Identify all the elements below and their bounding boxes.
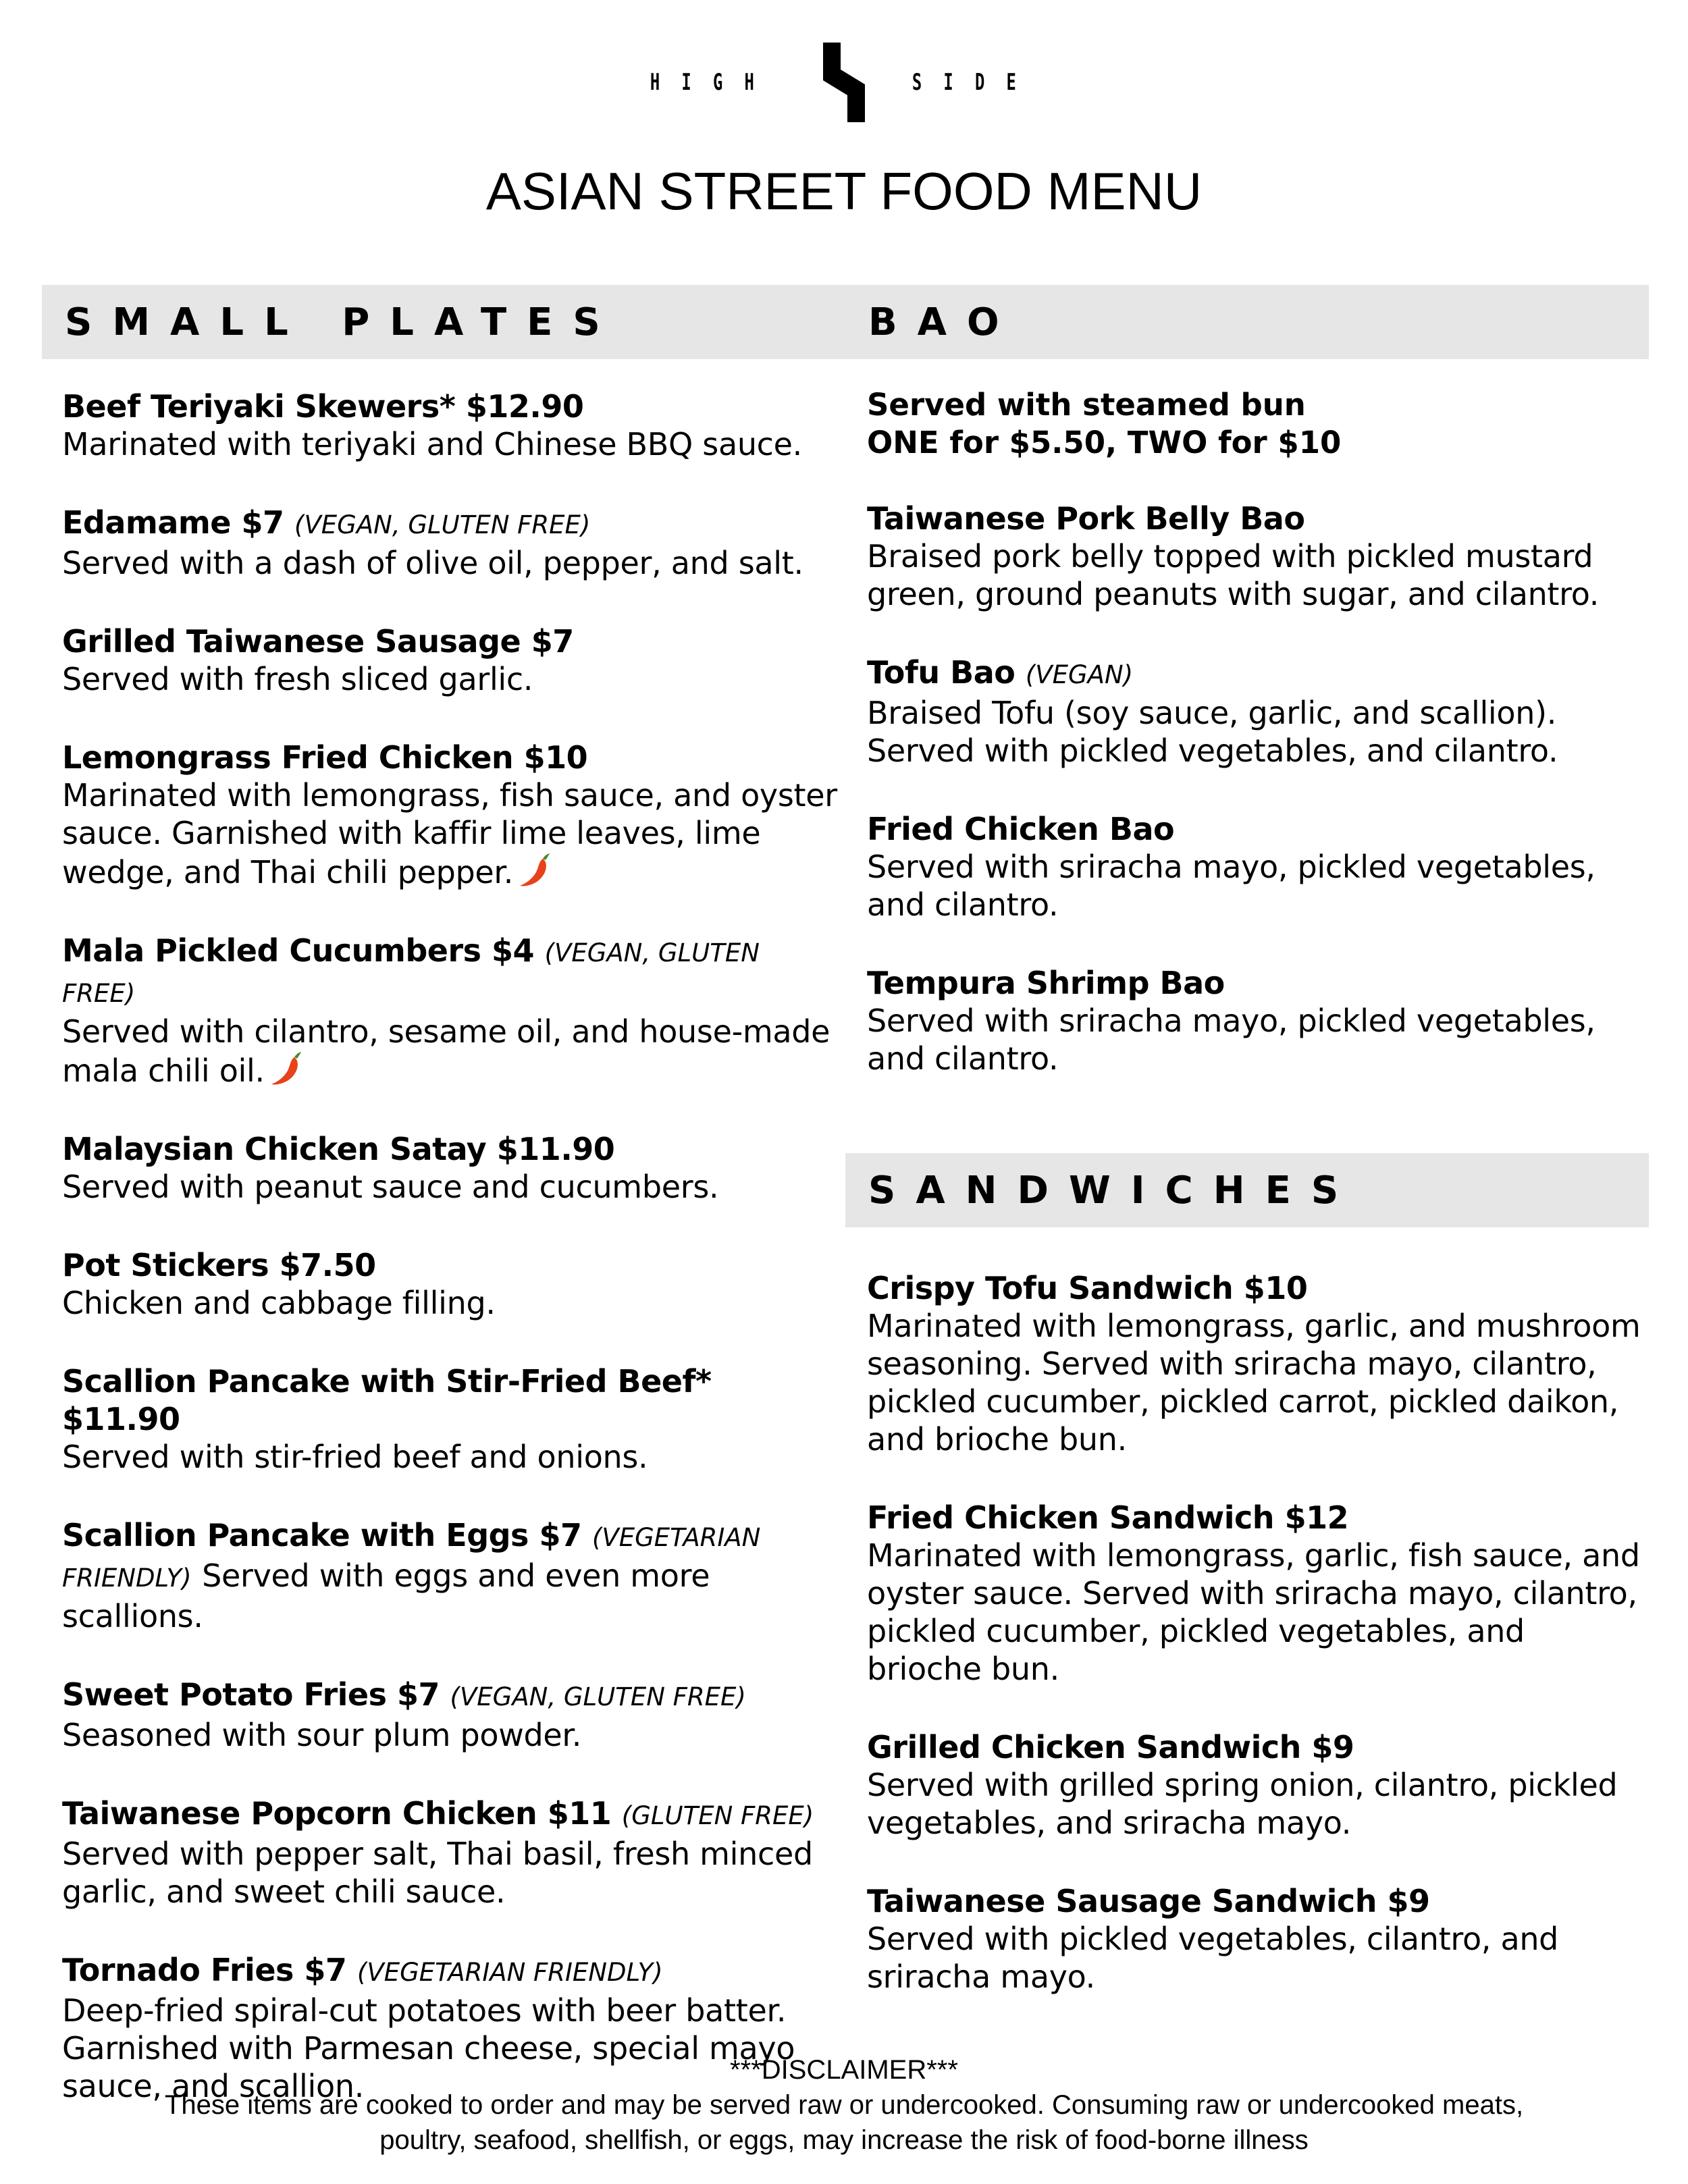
menu-item [62,622,839,698]
menu-item-name: Malaysian Chicken Satay $11.90 [62,1131,615,1167]
disclaimer-line1: These items are cooked to order and may be served raw or undercooked. Consuming raw or undercooked meats, [164,2090,1524,2120]
menu-item-name: Tofu Bao [867,654,1016,691]
menu-item-description: Marinated with lemongrass, garlic, and mushroom seasoning. Served with sriracha mayo, cilantro, pickled cucumber, pickled carrot, pickled daikon, and brioche bun. [867,1308,1641,1458]
menu-item-name: Crispy Tofu Sandwich $10 [867,1270,1308,1306]
menu-item-description: Marinated with lemongrass, garlic, fish sauce, and oyster sauce. Served with sriracha mayo, cilantro, pickled cucumber, pickled vegetables, and brioche bun. [867,1537,1640,1687]
menu-item-tag: (GLUTEN FREE) [621,1801,814,1830]
section-header-sandwiches: SANDWICHES [845,1153,1649,1227]
bao-intro-line2: ONE for $5.50, TWO for $10 [867,425,1342,460]
menu-item-description: Served with pepper salt, Thai basil, fresh minced garlic, and sweet chili sauce. [62,1836,813,1910]
menu-item-name: Scallion Pancake with Eggs $7 [62,1517,582,1553]
menu-item-description: Served with eggs and even more scallions. [62,1557,710,1634]
menu-item-name: Tornado Fries $7 [62,1952,347,1988]
bao-list [867,386,1643,1118]
menu-item-name: Taiwanese Sausage Sandwich $9 [867,1883,1430,1919]
menu-item [867,1882,1643,1996]
menu-item-name: Beef Teriyaki Skewers* $12.90 [62,388,584,425]
menu-item [62,388,839,463]
menu-item-tag: (VEGAN, GLUTEN FREE) [62,938,760,1008]
menu-item-tag: (VEGETARIAN FRIENDLY) [62,1523,761,1593]
menu-item [867,1269,1643,1458]
menu-item-name: Scallion Pancake with Stir-Fried Beef* $11.90 [62,1363,712,1437]
menu-item [62,932,839,1090]
menu-item-name: Mala Pickled Cucumbers $4 [62,932,535,969]
highside-s-logo-icon [820,43,868,122]
menu-item-name: Grilled Taiwanese Sausage $7 [62,623,574,660]
disclaimer-line2: poultry, seafood, shellfish, or eggs, may increase the risk of food-borne illness [379,2125,1309,2155]
menu-item [62,1516,839,1635]
menu-item-tag: (VEGAN, GLUTEN FREE) [294,510,591,539]
menu-item-name: Lemongrass Fried Chicken $10 [62,739,588,776]
menu-item-description: Served with a dash of olive oil, pepper, and salt. [62,545,803,581]
menu-item [62,504,839,582]
menu-item-tag: (VEGAN) [1025,660,1134,689]
menu-item-name: Fried Chicken Bao [867,811,1175,847]
menu-item-description: Served with pickled vegetables, cilantro, and sriracha mayo. [867,1921,1559,1995]
menu-item [867,964,1643,1077]
menu-item-description: Served with grilled spring onion, cilantro, pickled vegetables, and sriracha mayo. [867,1767,1618,1841]
chili-pepper-icon [267,1050,304,1087]
menu-item-description: Served with sriracha mayo, pickled vegetables, and cilantro. [867,849,1595,923]
menu-item [62,1246,839,1322]
brand-word-left: HIGH [650,69,776,96]
menu-item-name: Taiwanese Pork Belly Bao [867,500,1305,537]
menu-item-tag: (VEGAN, GLUTEN FREE) [450,1682,746,1711]
menu-item [867,1499,1643,1688]
menu-item [62,1676,839,1754]
menu-item-description: Deep-fried spiral-cut potatoes with beer batter. Garnished with Parmesan cheese, special mayo sauce, and scallion. [62,1992,795,2104]
menu-item-description: Marinated with lemongrass, fish sauce, and oyster sauce. Garnished with kaffir lime leaves, lime wedge, and Thai chili pepper. [62,777,837,890]
menu-item-description: Braised pork belly topped with pickled mustard green, ground peanuts with sugar, and cilantro. [867,538,1600,612]
menu-item-name: Pot Stickers $7.50 [62,1247,376,1283]
menu-item-description: Served with fresh sliced garlic. [62,661,533,697]
menu-item-description: Seasoned with sour plum powder. [62,1717,582,1753]
menu-item-description: Served with stir-fried beef and onions. [62,1439,648,1475]
brand-word-right: SIDE [912,69,1038,96]
disclaimer [0,2052,1688,2158]
sandwiches-list [867,1269,1643,2036]
menu-item-name: Taiwanese Popcorn Chicken $11 [62,1795,612,1832]
menu-item [867,810,1643,924]
menu-item [867,500,1643,613]
menu-item-tag: (VEGETARIAN FRIENDLY) [357,1958,663,1987]
menu-item-name: Fried Chicken Sandwich $12 [867,1499,1349,1536]
menu-item-description: Served with cilantro, sesame oil, and house-made mala chili oil. [62,1013,830,1089]
disclaimer-title: ***DISCLAIMER*** [730,2055,958,2085]
chili-pepper-icon [516,852,552,888]
menu-item-description: Braised Tofu (soy sauce, garlic, and scallion). Served with pickled vegetables, and cilantro. [867,695,1558,769]
menu-item [62,1794,839,1911]
menu-item-description: Marinated with teriyaki and Chinese BBQ sauce. [62,426,802,462]
section-header-bao: BAO [845,285,1649,359]
menu-item [62,739,839,891]
menu-item-description: Chicken and cabbage filling. [62,1285,496,1321]
menu-item-description: Served with sriracha mayo, pickled vegetables, and cilantro. [867,1003,1595,1077]
bao-intro [867,386,1643,462]
menu-item-name: Tempura Shrimp Bao [867,965,1225,1001]
menu-item-name: Grilled Chicken Sandwich $9 [867,1729,1354,1765]
bao-intro-line1: Served with steamed bun [867,387,1306,423]
menu-item [867,654,1643,770]
menu-item-name: Edamame $7 [62,504,284,541]
menu-item [867,1728,1643,1842]
menu-item-name: Sweet Potato Fries $7 [62,1676,440,1713]
menu-item [62,1362,839,1476]
brand-logo [0,42,1688,123]
section-header-small-plates: SMALL PLATES [42,285,845,359]
page-title: ASIAN STREET FOOD MENU [485,161,1203,221]
small-plates-list [62,388,839,2146]
menu-item [62,1130,839,1206]
menu-item-description: Served with peanut sauce and cucumbers. [62,1169,719,1205]
